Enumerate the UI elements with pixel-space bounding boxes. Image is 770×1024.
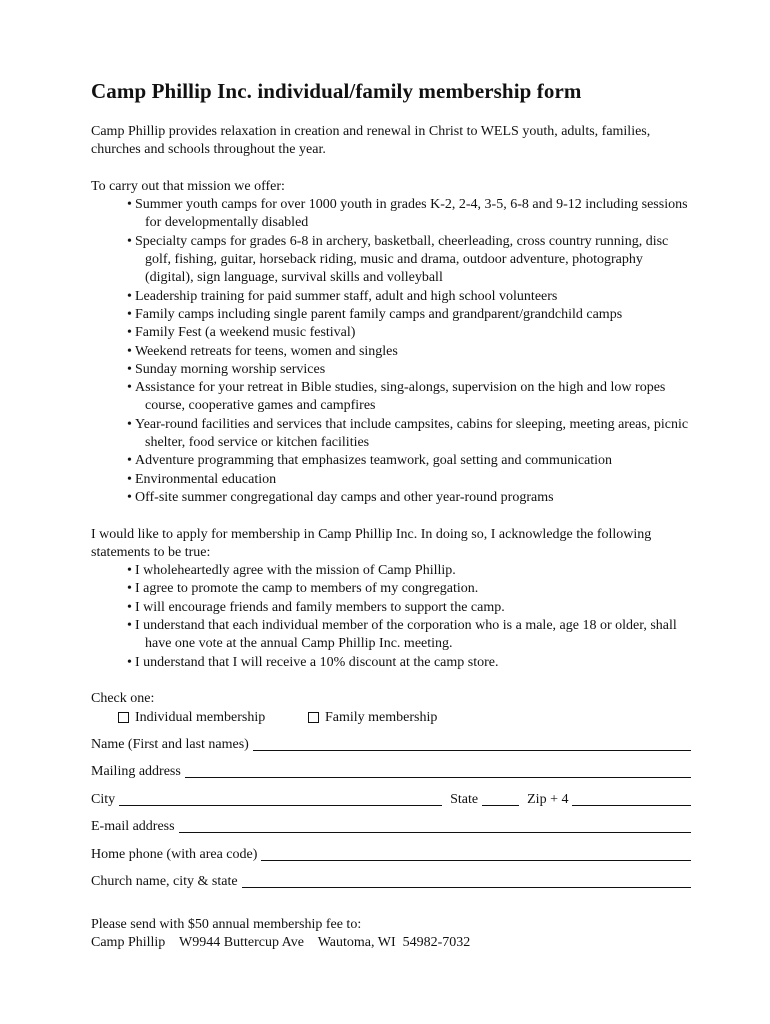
list-item: • I will encourage friends and family members to support the camp. — [127, 599, 505, 615]
email-input[interactable] — [179, 818, 691, 833]
church-label: Church name, city & state — [91, 874, 238, 889]
name-input[interactable] — [253, 736, 691, 751]
send-instructions: Please send with $50 annual membership fee to: — [91, 916, 362, 932]
offer-list — [91, 196, 691, 507]
church-field — [91, 873, 691, 901]
family-checkbox[interactable] — [308, 712, 319, 723]
offer-intro: To carry out that mission we offer: — [91, 178, 285, 194]
list-item: • Environmental education — [127, 471, 277, 487]
phone-input[interactable] — [261, 846, 691, 861]
list-item: • Family Fest (a weekend music festival) — [127, 325, 356, 341]
family-option[interactable] — [308, 709, 437, 727]
city-input[interactable] — [119, 791, 442, 806]
list-item: • I agree to promote the camp to members of my congregation. — [127, 581, 479, 597]
list-item: • Weekend retreats for teens, women and singles — [127, 343, 398, 359]
list-item: • Leadership training for paid summer staff, adult and high school volunteers — [127, 288, 558, 304]
mission-intro: Camp Phillip provides relaxation in creation and renewal in Christ to WELS youth, adults, families, churches and schools throughout the year. — [91, 124, 651, 158]
church-input[interactable] — [242, 873, 691, 888]
list-item: • I understand that each individual member of the corporation who is a male, age 18 or older, shall have one vote at the annual Camp Phillip Inc. meeting. — [127, 618, 677, 652]
phone-label: Home phone (with area code) — [91, 846, 258, 862]
list-item: • I wholeheartedly agree with the mission of Camp Phillip. — [127, 563, 456, 579]
individual-option[interactable] — [118, 709, 265, 727]
list-item: • Family camps including single parent family camps and grandparent/grandchild camps — [127, 306, 623, 322]
list-item: • Year-round facilities and services that include campsites, cabins for sleeping, meeting areas, picnic shelter, food service or kitchen facilities — [127, 416, 689, 451]
city-state-zip-row — [91, 791, 691, 819]
state-input[interactable] — [482, 791, 519, 806]
individual-checkbox[interactable] — [118, 712, 129, 723]
list-item: • Specialty camps for grades 6-8 in archery, basketball, cheerleading, cross country running, disc golf, fishing, guitar, horseback riding, music and drama, outdoor adventure, photography (digital), sign language, survival skills and volleyball — [127, 233, 669, 286]
list-item: • Summer youth camps for over 1000 youth in grades K-2, 2-4, 3-5, 6-8 and 9-12 including sessions for developmentally disabled — [127, 197, 688, 231]
mailing-label: Mailing address — [91, 764, 181, 779]
state-label: State — [450, 791, 479, 807]
name-label: Name (First and last names) — [91, 736, 249, 752]
phone-field — [91, 846, 691, 874]
email-label: E-mail address — [91, 819, 175, 834]
statement-list — [91, 562, 691, 672]
mailing-input[interactable] — [185, 763, 691, 778]
zip-label: Zip + 4 — [527, 791, 569, 807]
individual-label: Individual membership — [135, 709, 266, 725]
list-item: • I understand that I will receive a 10% discount at the camp store. — [127, 654, 499, 670]
membership-form — [91, 78, 691, 952]
email-field — [91, 818, 691, 846]
family-label: Family membership — [325, 709, 438, 725]
check-one-label: Check one: — [91, 691, 155, 707]
page-title: Camp Phillip Inc. individual/family membership form — [91, 79, 582, 103]
name-field — [91, 736, 691, 764]
list-item: • Off-site summer congregational day camps and other year-round programs — [127, 489, 554, 505]
mailing-field — [91, 763, 691, 791]
mailing-address: Camp Phillip W9944 Buttercup Ave Wautoma, WI 54982-7032 — [91, 934, 471, 950]
apply-intro: I would like to apply for membership in Camp Phillip Inc. In doing so, I acknowledge the following statements to be true: — [91, 526, 652, 560]
list-item: • Sunday morning worship services — [127, 361, 326, 377]
membership-options — [91, 709, 691, 730]
list-item: • Adventure programming that emphasizes teamwork, goal setting and communication — [127, 453, 613, 469]
city-label: City — [91, 791, 116, 807]
list-item: • Assistance for your retreat in Bible studies, sing-alongs, supervision on the high and low ropes course, cooperative games and campfires — [127, 380, 666, 414]
zip-input[interactable] — [572, 791, 691, 806]
